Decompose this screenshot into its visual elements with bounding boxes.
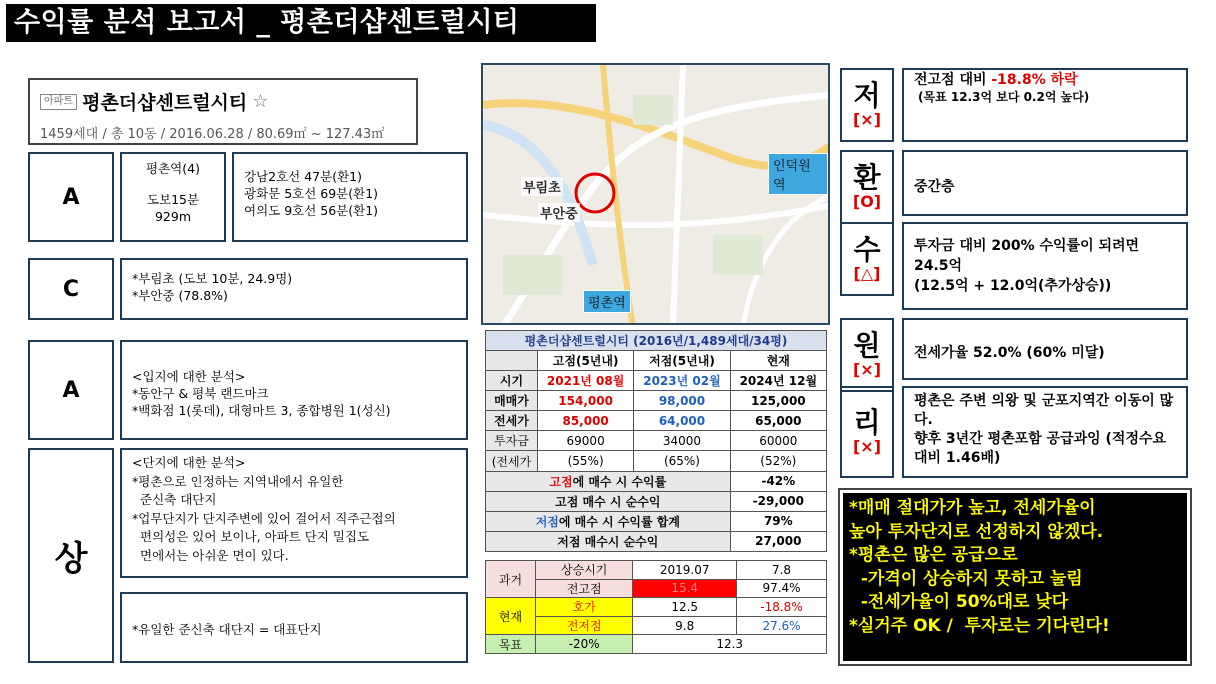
transport-grade [28, 152, 114, 242]
growth-cell-a: 9.8 [633, 616, 737, 635]
grade-mark: [×] [852, 437, 882, 456]
school-grade-value: C [62, 276, 80, 302]
report-title: 수익률 분석 보고서 _ 평촌더샵센트럴시티 [6, 4, 596, 42]
complex-note: *유일한 준신축 대단지 = 대표단지 [132, 622, 322, 637]
location-box [120, 340, 468, 440]
location-map[interactable] [481, 63, 830, 325]
grade-char: 수 [853, 233, 881, 266]
location-heading: <입지에 대한 분석> [132, 369, 246, 384]
growth-cell-b: 27.6% [737, 616, 827, 635]
station-name: 평촌역(4) [146, 161, 200, 176]
grade-mark: [O] [852, 192, 882, 211]
cell-low: 98,000 [634, 391, 730, 411]
summary-line-3: *평촌은 많은 공급으로 [849, 545, 1018, 565]
row-label: 시기 [486, 371, 538, 391]
star-icon[interactable]: ☆ [252, 91, 269, 112]
cell-high: 85,000 [537, 411, 633, 431]
summary-line-6: *실거주 OK / 투자로는 기다린다! [849, 615, 1110, 636]
cell-low: 64,000 [634, 411, 730, 431]
grade-mark: [△] [853, 264, 881, 283]
return-text: 투자금 대비 200% 수익률이 되려면 24.5억 [914, 238, 1140, 274]
past-label: 과거 [486, 561, 536, 598]
walk-distance: 929m [154, 209, 192, 224]
row-label: (전세가 [486, 451, 538, 471]
summary-label: 저점에 매수 시 수익률 합계 [486, 511, 731, 531]
walk-time: 도보15분 [146, 192, 200, 207]
grade-mark: [×] [852, 360, 882, 379]
school-grade [28, 258, 114, 320]
low-text-a: 전고점 대비 [914, 72, 992, 88]
location-landmark: *동안구 & 평북 랜드마크 [132, 386, 269, 401]
summary-value: -42% [730, 471, 826, 491]
risk-subtext: 향후 3년간 평촌포함 공급과잉 (적정수요대비 1.46배) [914, 431, 1167, 466]
header-low: 저점(5년내) [634, 351, 730, 371]
complex-line-5: 면에서는 아쉬운 면이 있다. [140, 547, 289, 563]
return-subtext: (12.5억 + 12.0억(추가상승)) [914, 278, 1112, 294]
summary-box [840, 490, 1190, 664]
grade-char: 저 [853, 79, 881, 112]
grade-source-text [902, 318, 1188, 380]
cell-low: 34000 [634, 431, 730, 451]
low-text-b: -18.8% 하락 [991, 72, 1078, 88]
cell-high: 154,000 [537, 391, 633, 411]
grade-char: 리 [853, 406, 881, 439]
cell-high: (55%) [537, 451, 633, 471]
cell-now: 125,000 [730, 391, 826, 411]
growth-row-label: 전저점 [536, 616, 633, 635]
school-middle: *부안중 (78.8%) [132, 288, 228, 303]
commute-yeouido: 여의도 9호선 56분(환1) [244, 203, 379, 218]
apartment-name[interactable]: 평촌더샵센트럴시티 [82, 92, 248, 114]
cell-low: (65%) [634, 451, 730, 471]
commute-gangnam: 강남2호선 47분(환1) [244, 169, 362, 184]
cell-low: 2023년 02월 [634, 371, 730, 391]
growth-cell-b: 97.4% [737, 579, 827, 598]
growth-row-label: 호가 [536, 598, 633, 617]
map-label-buan: 부안중 [538, 203, 580, 222]
summary-line-2: 높아 투자단지로 선정하지 않겠다. [849, 521, 1104, 542]
apartment-card[interactable] [28, 78, 418, 145]
summary-line-4: -가격이 상승하지 못하고 눌림 [849, 568, 1083, 589]
complex-line-3: *업무단지가 단지주변에 있어 걸어서 직주근접의 [132, 510, 396, 526]
goal-label: 목표 [486, 635, 536, 654]
location-facilities: *백화점 1(롯데), 대형마트 3, 종합병원 1(성신) [132, 403, 391, 418]
summary-value: -29,000 [730, 491, 826, 511]
commute-box [232, 152, 468, 242]
complex-line-1: *평촌으로 인정하는 지역내에서 유일한 [132, 473, 344, 489]
complex-grade [28, 448, 114, 663]
now-label: 현재 [486, 598, 536, 635]
station-pyeongchon[interactable]: 평촌역 [583, 290, 631, 313]
complex-line-2: 준신축 대단지 [140, 492, 217, 507]
school-elementary: *부림초 (도보 10분, 24.9명) [132, 271, 293, 286]
goal-value: 12.3 [633, 635, 827, 654]
price-table-corner [486, 351, 538, 371]
growth-cell-b: 7.8 [737, 561, 827, 580]
grade-source [840, 318, 894, 392]
cell-now: 65,000 [730, 411, 826, 431]
apartment-info: 1459세대 / 총 10동 / 2016.06.28 / 80.69㎡ ~ 127.43㎡ [40, 127, 385, 142]
station-box [120, 152, 226, 242]
price-table-title: 평촌더샵센트럴시티 (2016년/1,489세대/34평) [486, 331, 827, 351]
summary-value: 27,000 [730, 531, 826, 551]
complex-note-box [120, 592, 468, 663]
grade-exchange-text [902, 150, 1188, 216]
transport-grade-value: A [62, 184, 80, 210]
growth-cell-a: 12.5 [633, 598, 737, 617]
grade-low [840, 68, 894, 142]
exchange-text: 중간층 [914, 179, 955, 195]
apartment-type-tag: 아파트 [40, 94, 77, 110]
summary-value: 79% [730, 511, 826, 531]
grade-mark: [×] [852, 110, 882, 129]
school-box [120, 258, 468, 320]
growth-cell-a: 2019.07 [633, 561, 737, 580]
cell-now: (52%) [730, 451, 826, 471]
grade-risk [840, 386, 894, 478]
station-indeogwon[interactable]: 인덕원역 [768, 153, 828, 195]
row-label: 전세가 [486, 411, 538, 431]
grade-low-text [902, 68, 1188, 142]
map-label-burim: 부림초 [521, 177, 563, 196]
price-table [485, 330, 827, 552]
goal-pct: -20% [536, 635, 633, 654]
summary-line-5: -전세가율이 50%대로 낮다 [849, 592, 1069, 612]
grade-exchange [840, 150, 894, 224]
location-grade-value: A [62, 377, 80, 403]
growth-table [485, 560, 827, 654]
summary-label: 저점 매수시 순수익 [486, 531, 731, 551]
growth-row-label: 전고점 [536, 579, 633, 598]
growth-cell-b: -18.8% [737, 598, 827, 617]
commute-gwanghwamun: 광화문 5호선 69분(환1) [244, 186, 379, 201]
grade-char: 원 [853, 329, 881, 362]
location-grade [28, 340, 114, 440]
summary-label: 고점 매수 시 순수익 [486, 491, 731, 511]
complex-grade-value: 상 [54, 539, 88, 579]
complex-line-4: 편의성은 있어 보이나, 아파트 단지 밀집도 [140, 529, 370, 544]
header-now: 현재 [730, 351, 826, 371]
grade-risk-text [902, 386, 1188, 478]
cell-now: 2024년 12월 [730, 371, 826, 391]
complex-box [120, 448, 468, 578]
cell-high: 2021년 08월 [537, 371, 633, 391]
low-subtext: (목표 12.3억 보다 0.2억 높다) [918, 90, 1090, 104]
risk-text: 평촌은 주변 의왕 및 군포지역간 이동이 많다. [914, 393, 1174, 428]
grade-return-text [902, 222, 1188, 310]
source-text: 전세가율 52.0% (60% 미달) [914, 345, 1105, 361]
growth-row-label: 상승시기 [536, 561, 633, 580]
complex-heading: <단지에 대한 분석> [132, 455, 246, 470]
grade-char: 환 [853, 161, 881, 194]
growth-cell-a: 15.4 [633, 579, 737, 598]
summary-label: 고점에 매수 시 수익률 [486, 471, 731, 491]
row-label: 투자금 [486, 431, 538, 451]
cell-now: 60000 [730, 431, 826, 451]
cell-high: 69000 [537, 431, 633, 451]
grade-return [840, 222, 894, 296]
summary-line-1: *매매 절대가가 높고, 전세가율이 [849, 498, 1096, 518]
row-label: 매매가 [486, 391, 538, 411]
header-high: 고점(5년내) [537, 351, 633, 371]
